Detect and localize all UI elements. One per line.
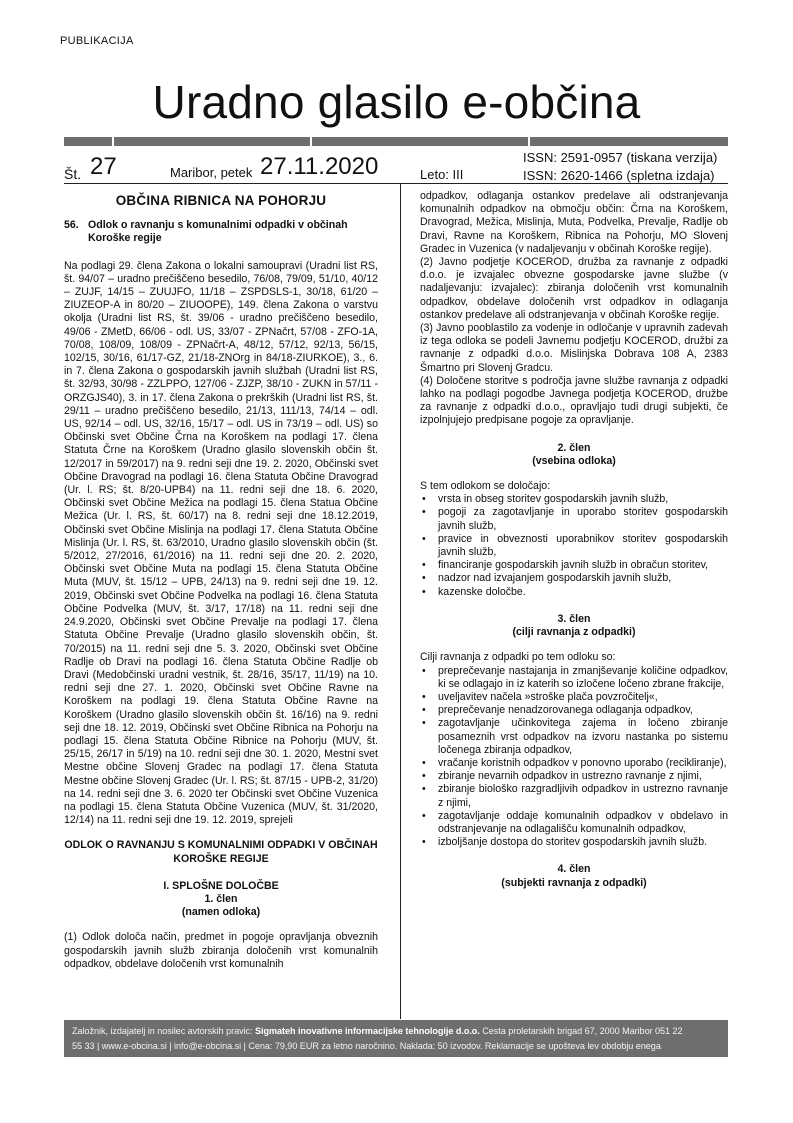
article-4-title: (subjekti ravnanja z odpadki) (501, 876, 647, 889)
article-1-paragraph-3: (3) Javno pooblastilo za vodenje in odločanje v upravnih zadevah iz tega odloka se podeli Javnemu podjetju KOCEROD, družbi za ravnanje z odpadki d.o.o. Mislinjska Dobrava 108 A, 2383 Šmartno pri Slovenj Gradcu. (420, 322, 728, 374)
list-item: • izboljšanje dostopa do storitev gospodarskih javnih služb. (420, 836, 728, 849)
list-item: • zbiranje nevarnih odpadkov in ustrezno ravnanje z njimi, (420, 770, 728, 783)
article-3-list (420, 665, 728, 850)
article-4-number: 4. člen (557, 863, 591, 876)
article-1-paragraph-2: (2) Javno podjetje KOCEROD, družba za ravnanje z odpadki d.o.o. je izvajalec obvezne gospodarske javne službe (v nadaljevanju: izvajalec): zbiranja določenih vrst komunalnih odpadkov, obdelave določenih vrst odpadkov in odlaganja ostankov predelave ali odstranjevanja v občinah Koroške regije. (420, 256, 728, 321)
decree-title: ODLOK O RAVNANJU S KOMUNALNIMI ODPADKI V OBČINAH KOROŠKE REGIJE (64, 839, 378, 865)
list-item: • kazenske določbe. (420, 586, 728, 599)
list-item: • uveljavitev načela »stroške plača povzročitelj«, (420, 691, 728, 704)
article-2-title: (vsebina odloka) (532, 454, 616, 467)
list-item: • vračanje koristnih odpadkov v ponovno uporabo (recikliranje), (420, 757, 728, 770)
issue-city-day: Maribor, petek (170, 165, 253, 180)
publication-label: PUBLIKACIJA (60, 35, 134, 47)
footer-bar (64, 1020, 728, 1057)
issue-info-row (64, 148, 728, 184)
preamble-paragraph: Na podlagi 29. člena Zakona o lokalni samoupravi (Uradni list RS, št. 94/07 – uradno prečiščeno besedilo, 76/08, 79/09, 51/10, 40/12 – ZUJF, 14/15 – ZUUJFO, 11/18 – ZSPDSLS-1, 30/18, 61/20 – ZIUZEOP-A in 80/20 – ZIUOOPE), 149. člena Zakona o varstvu okolja (Uradni list RS, št. 39/06 - uradno prečiščeno besedilo, 49/06 - ZMetD, 66/06 - odl. US, 33/07 - ZPNačrt, 57/08 - ZFO-1A, 70/08, 108/09, 108/09 - ZPNačrt-A, 48/12, 57/12, 92/13, 56/15, 102/15, 30/16, 61/17-GZ, 21/18-ZNOrg in 84/18-ZIURKOE), 3., 6. in 7. člena Zakona o gospodarskih javnih službah (Uradni list RS, št. 32/93, 30/98 - ZZLPPO, 127/06 - ZJZP, 38/10 - ZUKN in 57/11 - ORZGJS40), 3. in 17. člena Zakona o prekrških (Uradni list RS, št. 29/11 – uradno prečiščeno besedilo, 21/13, 111/13, 74/14 – odl. US, 92/14 – odl. US, 32/16, 15/17 – odl. US in 73/19 – odl. US) so Občinski svet Občine Črna na Koroškem na podlagi 17. člena Statuta Črne na Koroškem (Uradno glasilo slovenskih občin št. 12/2017 in 59/2017) na 9. redni seji dne 19. 2. 2020, Občinski svet Občine Dravograd na podlagi 16. člena Statuta Občine Dravograd (Ur. l. RS; št. 8/20-UPB4) na 11. redni seji dne 18. 6. 2020, Občinski svet Občine Mežica na podlagi 15. člena Statua Občine Mežica (Ur. l. RS, št. 60/17) na 8. redni seji dne 18.12.2019, Občinski svet Občine Mislinja na podlagi 17. člena Statuta Občine Mislinja (Ur. l. RS, št. 63/2010, Uradno glasilo slovenskih občin (št. 5/2012, 27/2016, 61/2016) na 11. redni seji dne 20. 2. 2020, Občinski svet Občine Muta na podlagi 15. člena Statuta Občine Muta (MUV, št. 15/12 – UPB, 24/13) na 9. redni seji dne 19. 12. 2019, Občinski svet Občine Podvelka na podlagi 16. člena Statuta Občine Podvelka (MUV, št. 3/17, 17/18) na 11. redni seji dne 24.9.2020, Občinski svet Občine Prevalje na podlagi 17. člena Statuta Občine Prevalje (Uradno glasilo slovenskih občin, št. 70/2015) na 11. redni seji dne 5. 3. 2020, Občinski svet Občine Radlje ob Dravi na podlagi 16. člena Statuta Občine Radlje ob Dravi (Medobčinski uradni vestnik, št. 28/16, 35/17, 11/19) na 10. redni seji dne 27. 1. 2020, Občinski svet Občine Ravne na Koroškem na podlagi 19. člena Statuta Občine Ravne na Koroškem (Uradno glasilo slovenskih občin št. 16/16) na 9. redni seji dne 18. 12. 2019, Občinski svet Občine Ribnica na Pohorju na podlagi 15. člena Statuta Občine Ribnice na Pohorju (MUV, št. 25/15, 26/17 in 5/19) na 10. redni seji dne 30. 1. 2020, Mestni svet Mestne občine Slovenj Gradec na podlagi 17. člena Statuta Mestne občine Slovenj Gradec (Ur. l. RS; št. 87/15 - UPB-2, 31/20) na 14. redni seji dne 3. 6. 2020 ter Občinski svet Občine Vuzenica na podlagi 15. člena Statuta Občine Vuzenica (MUV, št. 31/2020, 12/14) na 11. redni seji dne 19. 12. 2019, sprejeli (64, 259, 378, 827)
article-3-title: (cilji ravnanja z odpadki) (512, 626, 636, 639)
article-2-number: 2. člen (557, 441, 591, 454)
item-number: 56. (64, 219, 79, 232)
issn-print: ISSN: 2591-0957 (tiskana verzija) (523, 150, 718, 165)
section-title: OBČINA RIBNICA NA POHORJU (115, 193, 327, 208)
chapter-heading: I. SPLOŠNE DOLOČBE (163, 879, 279, 892)
column-divider (400, 184, 401, 1019)
publisher-name: Sigmateh inovativne informacijske tehnologije d.o.o. (255, 1026, 480, 1036)
article-1-paragraph-1: (1) Odlok določa način, predmet in pogoje opravljanja obveznih gospodarskih javnih služb zbiranja določenih vrst komunalnih odpadkov, obdelave določenih vrst komunalnih (64, 931, 378, 970)
issue-date: 27.11.2020 (260, 153, 379, 180)
masthead-rule (64, 137, 728, 146)
list-item: • preprečevanje nastajanja in zmanjševanje količine odpadkov, ki se odlagajo in iz katerih so izločene ločeno zbrane frakcije, (420, 665, 728, 691)
issn-web: ISSN: 2620-1466 (spletna izdaja) (523, 168, 715, 183)
list-item: • pravice in obveznosti uporabnikov storitev gospodarskih javnih služb, (420, 533, 728, 559)
article-3-intro: Cilji ravnanja z odpadki po tem odloku so: (420, 651, 616, 664)
publisher-label: Založnik, izdajatelj in nosilec avtorskih pravic: (72, 1026, 253, 1036)
item-title: Odlok o ravnanju s komunalnimi odpadki v občinah Koroške regije (88, 219, 348, 245)
article-1-paragraph-1-continued: odpadkov, odlaganja ostankov predelave ali odstranjevanja komunalnih odpadkov na območju občin: Črna na Koroškem, Dravograd, Mežica, Mislinja, Muta, Podvelka, Prevalje, Radlje ob Dravi, Ravne na Koroškem, Ribnica na Pohorju, MO Slovenj Gradec in Vuzenica (v nadaljevanju v občinah Koroške regije). (420, 190, 728, 255)
item-heading (64, 219, 378, 245)
article-2-intro: S tem odlokom se določajo: (420, 480, 551, 493)
list-item: • vrsta in obseg storitev gospodarskih javnih služb, (420, 493, 728, 506)
article-1-number: 1. člen (204, 892, 238, 905)
right-column (420, 190, 728, 890)
list-item: • financiranje gospodarskih javnih služb in obračun storitev, (420, 559, 728, 572)
rule-tick (310, 137, 312, 146)
article-1-title: (namen odloka) (181, 906, 261, 919)
footer-line-1 (72, 1024, 720, 1039)
left-column (64, 190, 378, 971)
article-1-paragraph-4: (4) Določene storitve s področja javne službe ravnanja z odpadki lahko na podlagi pogodbe Javnega podjetja KOCEROD, družbe za ravnanje z odpadki d.o.o., opravljajo tudi drugi subjekti, če izpolnjujejo predpisane pogoje za opravljanje. (420, 374, 728, 427)
list-item: • zagotavljanje oddaje komunalnih odpadkov v obdelavo in odstranjevanje na odlagališču komunalnih odpadkov, (420, 810, 728, 836)
article-3-number: 3. člen (557, 612, 591, 625)
publisher-address: Cesta proletarskih brigad 67, 2000 Maribor 051 22 (482, 1026, 683, 1036)
list-item: • zagotavljanje učinkovitega zajema in ločeno zbiranje posameznih vrst odpadkov na izvoru nastanka po sistemu ločenega zbiranja odpadkov, (420, 717, 728, 757)
rule-tick (528, 137, 530, 146)
rule-tick (112, 137, 114, 146)
list-item: • nadzor nad izvajanjem gospodarskih javnih služb, (420, 572, 728, 585)
footer-line-2: 55 33 | www.e-obcina.si | info@e-obcina.si | Cena: 79,90 EUR za letno naročnino. Naklada: 50 izvodov. Reklamacije se upošteva lev obdobju enega (72, 1041, 661, 1051)
masthead-title: Uradno glasilo e-občina (152, 76, 641, 128)
issue-number-label: Št. (64, 166, 82, 182)
list-item: • preprečevanje nenadzorovanega odlaganja odpadkov, (420, 704, 728, 717)
list-item: • pogoji za zagotavljanje in uporabo storitev gospodarskih javnih služb, (420, 506, 728, 532)
article-2-list (420, 493, 728, 599)
issue-year: Leto: III (420, 167, 464, 182)
header-divider (64, 183, 728, 184)
issue-number: 27 (90, 153, 117, 180)
list-item: • zbiranje biološko razgradljivih odpadkov in ustrezno ravnanje z njimi, (420, 783, 728, 809)
